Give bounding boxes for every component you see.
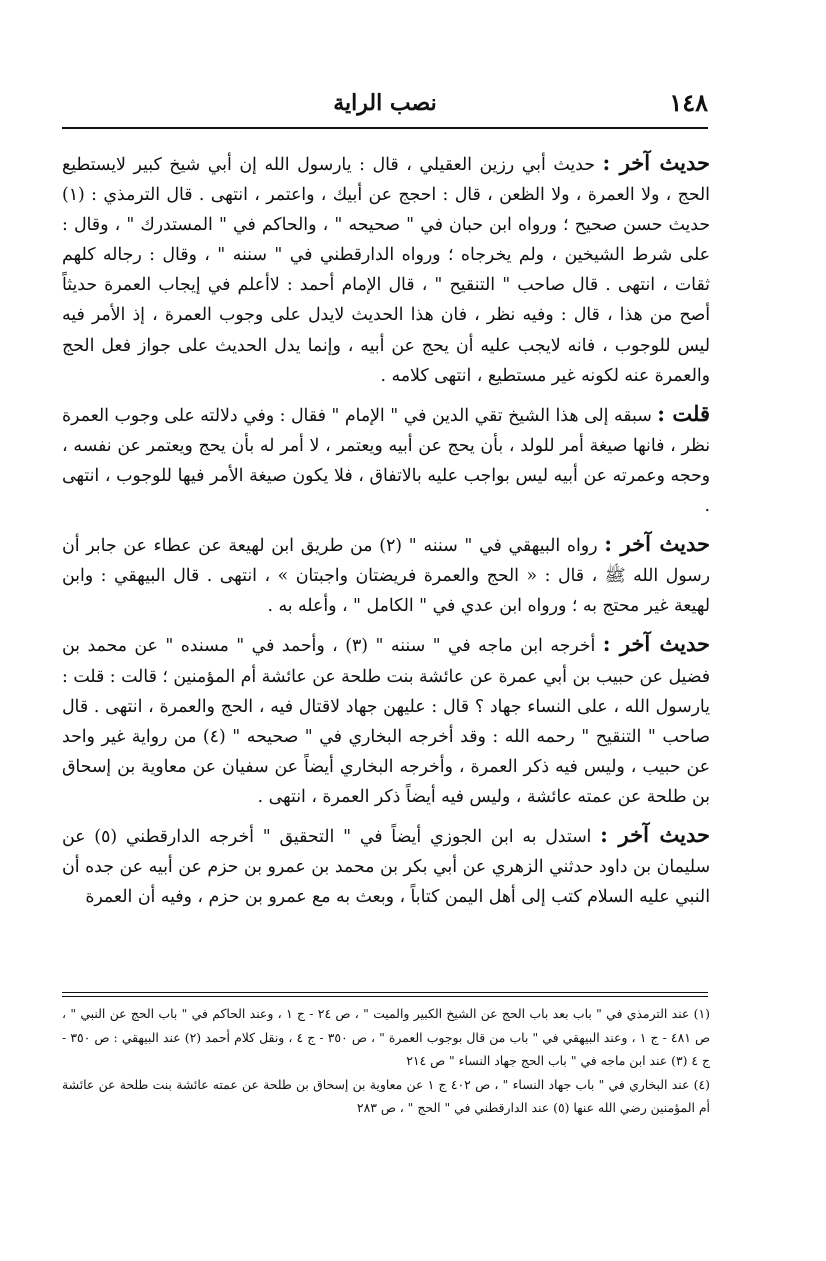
paragraph-lead: حديث آخر : bbox=[600, 821, 711, 847]
page-number: ١٤٨ bbox=[669, 88, 708, 117]
running-title: نصب الراية bbox=[333, 90, 437, 116]
footnote: (٤) عند البخاري في " باب جهاد النساء " ، ص ٤٠٢ ج ١ عن معاوية بن إسحاق بن طلحة عن عمته عائشة بنت طلحة عن عائشة أم المؤمنين رضي الله عنها (٥) عند الدارقطني في " الحج " ، ص ٢٨٣ bbox=[62, 1076, 711, 1116]
paragraph-text: حديث أبي رزين العقيلي ، قال : يارسول الله إن أبي شيخ كبير لايستطيع الحج ، ولا العمرة ، ولا الظعن ، قال : احجج عن أبيك ، واعتمر ، انتهى . قال الترمذي : (١) حديث حسن صحيح ؛ ورواه ابن حبان في " صحيحه " ، والحاكم في " المستدرك " ، وقال : على شرط الشيخين ، ولم يخرجاه ؛ ورواه الدارقطني في " سننه " ، وقال : رجاله كلهم ثقات ، انتهى . قال صاحب " التنقيح " ، قال الإمام أحمد : لاأعلم في إيجاب العمرة حديثاً أصح من هذا ، قال : وفيه نظر ، فان هذا الحديث لايدل على وجوب العمرة ، إذ الأمر فيه ليس للوجوب ، فانه لايجب عليه أن يحج عن أبيه ، وإنما يدل الحديث على جواز فعل الحج والعمرة عنه لكونه غير مستطيع ، انتهى كلامه . bbox=[62, 155, 710, 386]
paragraph-text: سبقه إلى هذا الشيخ تقي الدين في " الإمام " فقال : وفي دلالته على وجوب العمرة نظر ، فانها صيغة أمر للولد ، بأن يحج عن أبيه ويعتمر ، لا أمر له بأن يحج ويعتمر عن نفسه ، وحجه وعمرته عن أبيه ليس بواجب عليه بالاتفاق ، فلا يكون صيغة الأمر فيها للوجوب ، انتهى . bbox=[62, 405, 710, 517]
paragraph bbox=[62, 529, 710, 621]
paragraph-lead: قلت : bbox=[657, 400, 710, 426]
paragraph-text: استدل به ابن الجوزي أيضاً في " التحقيق " أخرجه الدارقطني (٥) عن سليمان بن داود حدثني الزهري عن أبي بكر بن محمد بن عمرو بن حزم عن أبيه عن جده أن النبي عليه السلام كتب إلى أهل اليمن كتاباً ، وبعث به مع عمرو بن حزم ، وفيه أن العمرة bbox=[62, 826, 710, 908]
paragraph-text: رواه البيهقي في " سننه " (٢) من طريق ابن لهيعة عن عطاء عن جابر أن رسول الله ﷺ ، قال : « الحج والعمرة فريضتان واجبتان » ، انتهى . قال البيهقي : وابن لهيعة غير محتج به ؛ ورواه ابن عدي في " الكامل " ، وأعله به . bbox=[62, 536, 710, 617]
paragraph bbox=[62, 148, 710, 391]
footnote: (١) عند الترمذي في " باب بعد باب الحج عن الشيخ الكبير والميت " ، ص ٢٤ - ج ١ ، وعند الحاكم في " باب الحج عن النبي " ، ص ٤٨١ - ج ١ ، وعند البيهقي في " باب من قال بوجوب العمرة " ، ص ٣٥٠ - ج ٤ ، ونقل كلام أحمد (٢) عند البيهقي : ص ٣٥٠ - ج ٤ (٣) عند ابن ماجه في " باب الحج جهاد النساء " ص ٢١٤ bbox=[62, 1006, 710, 1069]
paragraph-lead: حديث آخر : bbox=[604, 531, 710, 557]
footnote-divider bbox=[62, 996, 708, 997]
page-header bbox=[62, 88, 708, 126]
header-rule bbox=[62, 127, 708, 129]
footnote-divider bbox=[62, 992, 708, 993]
paragraph-text: أخرجه ابن ماجه في " سننه " (٣) ، وأحمد في " مسنده " عن محمد بن فضيل عن حبيب بن أبي عمرة عن عائشة بنت طلحة عن عائشة أم المؤمنين ؛ قالت : قلت : يارسول الله ، على النساء جهاد ؟ قال : عليهن جهاد لاقتال فيه ، الحج والعمرة ، انتهى . قال صاحب " التنقيح " رحمه الله : وقد أخرجه البخاري في " صحيحه " (٤) من رواية غير واحد عن حبيب ، وليس فيه ذكر العمرة ، وأخرجه البخاري أيضاً عن سفيان عن معاوية بن إسحاق بن طلحة عن عمته عائشة ، وليس فيه أيضاً ذكر العمرة ، انتهى . bbox=[62, 636, 710, 807]
paragraph-lead: حديث آخر : bbox=[602, 631, 710, 657]
paragraph bbox=[62, 820, 710, 912]
paragraph bbox=[62, 629, 710, 812]
footnotes bbox=[62, 1002, 710, 1120]
main-text bbox=[62, 148, 710, 920]
paragraph bbox=[62, 399, 710, 521]
paragraph-lead: حديث آخر : bbox=[602, 150, 711, 175]
